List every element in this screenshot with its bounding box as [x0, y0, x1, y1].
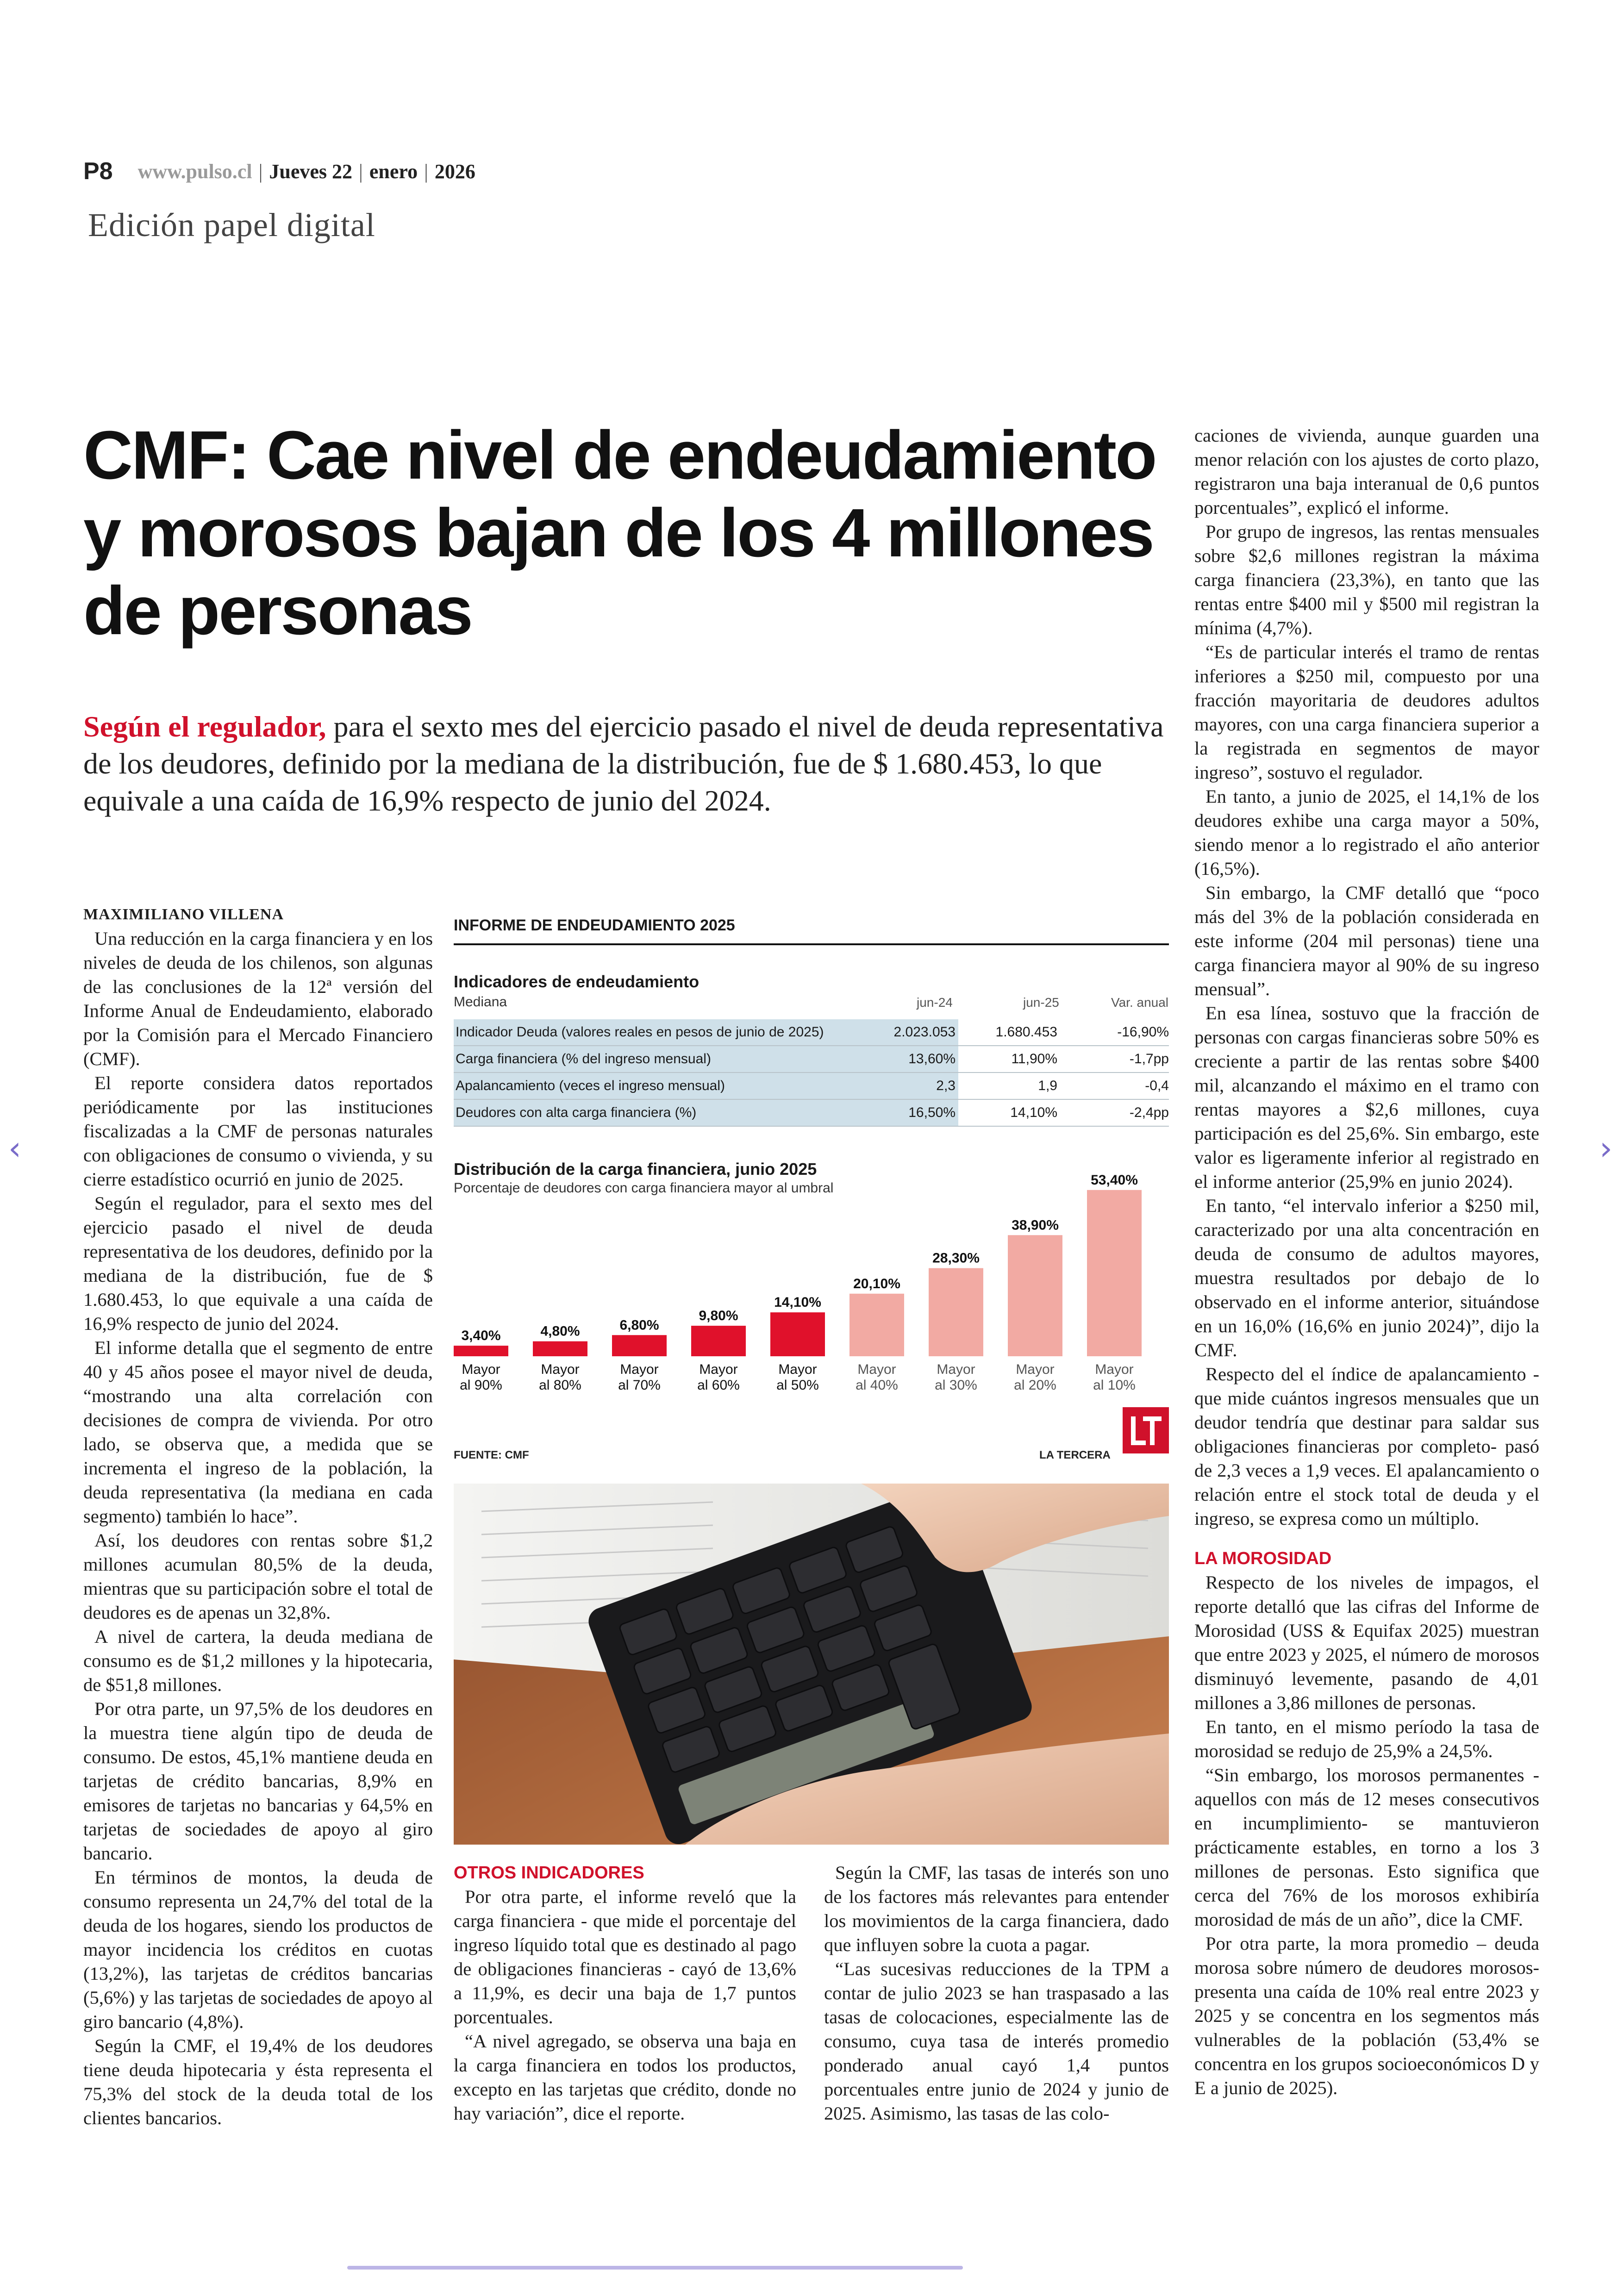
chart-subtitle: Porcentaje de deudores con carga financiera mayor al umbral: [454, 1180, 834, 1196]
article-photo: [454, 1484, 1169, 1845]
table-header-jun24: jun-24: [917, 995, 953, 1010]
paragraph: Según la CMF, el 19,4% de los deudores tiene deuda hipotecaria y ésta representa el 75,3% del stock de la deuda total de los clientes bancarios.: [83, 2035, 433, 2128]
bar: [1087, 1190, 1142, 1356]
paragraph: En tanto, en el mismo período la tasa de morosidad se redujo de 25,9% a 24,5%.: [1194, 1716, 1539, 1761]
brand-name: LA TERCERA: [1039, 1449, 1111, 1461]
bar: [612, 1335, 667, 1356]
row-value-jun25: 14,10%: [1010, 1105, 1057, 1120]
article-column-4: [1194, 424, 1539, 2100]
infographic: [454, 912, 1169, 1474]
row-value-var: -1,7pp: [1129, 1051, 1169, 1066]
date-year: 2026: [434, 160, 475, 183]
source-note: FUENTE: CMF: [454, 1449, 529, 1461]
bar: [929, 1268, 983, 1356]
paragraph: caciones de vivienda, aunque guarden una menor relación con los ajustes de corto plazo, registraron una baja interanual de 0,6 puntos porcentuales”, explicó el informe.: [1194, 425, 1539, 518]
category-label: Mayor al 40%: [856, 1362, 898, 1393]
article-column-3: [824, 1861, 1169, 2126]
paragraph: En tanto, a junio de 2025, el 14,1% de los deudores exhibe una carga mayor a 50%, siendo menor a lo registrado el año anterior (16,5%).: [1194, 786, 1539, 879]
category-label: Mayor al 30%: [935, 1362, 977, 1393]
paragraph: “Las sucesivas reducciones de la TPM a contar de julio 2023 se han traspasado a las tasas de colocaciones, especialmente las de consumo, cuya tasa de interés promedio ponderado anual cayó 1,4 puntos porcentuales entre junio de 2024 y junio de 2025. Asimismo, las tasas de las colo-: [824, 1958, 1169, 2124]
paragraph: “Sin embargo, los morosos permanentes -aquellos con más de 12 meses consecutivos en incumplimiento- se mantuvieron prácticamente estables, en torno a los 3 millones de personas. Esto significa que cerca del 76% de los morosos exhibiría morosidad de más de un año”, dice la CMF.: [1194, 1765, 1539, 1930]
table-row: [454, 1100, 1169, 1127]
calculator-photo: [454, 1484, 1169, 1845]
section-heading-la-morosidad: LA MOROSIDAD: [1194, 1549, 1332, 1568]
table-row: [454, 1073, 1169, 1100]
category-label: Mayor al 60%: [697, 1362, 740, 1393]
paragraph: En tanto, “el intervalo inferior a $250 mil, caracterizado por una alta concentración en deuda de consumo de adultos mayores, muestra resultados por debajo de lo observado en el informe anterior, situándose en un 16,0% (16,6% en junio 2024)”, dijo la CMF.: [1194, 1195, 1539, 1360]
section-heading-otros-indicadores: OTROS INDICADORES: [454, 1863, 644, 1883]
bar-value-label: 14,10%: [774, 1295, 821, 1310]
category-label: Mayor al 20%: [1014, 1362, 1056, 1393]
paragraph: Por otra parte, la mora promedio – deuda morosa sobre número de deudores morosos- presenta una caída de 10% real entre 2023 y 2025 y se concentra en los segmentos más vulnerables de la población (53,4% se concentra en los grupos socioeconómicos D y E a junio de 2025).: [1194, 1933, 1539, 2098]
paragraph: Así, los deudores con rentas sobre $1,2 millones acumulan 80,5% de la deuda, mientras que su participación sobre el total de deudores es de apenas un 32,8%.: [83, 1530, 433, 1623]
row-value-var: -0,4: [1145, 1078, 1169, 1093]
category-label: Mayor al 10%: [1093, 1362, 1136, 1393]
bar-value-label: 4,80%: [540, 1323, 580, 1339]
lead-text: para el sexto mes del ejercicio pasado el nivel de deuda representativa de los deudores, definido por la mediana de la distribución, fue de $ 1.680.453, lo que equivale a una caída de 16,9% respecto de junio del 2024.: [83, 710, 1164, 817]
lead-kicker: Según el regulador,: [83, 710, 326, 743]
article-column-2: [454, 1861, 796, 2126]
category-label: Mayor al 90%: [460, 1362, 502, 1393]
bar-value-label: 53,40%: [1091, 1172, 1138, 1188]
bar-chart: [454, 1153, 1169, 1403]
category-label: Mayor al 80%: [539, 1362, 581, 1393]
table-title: Indicadores de endeudamiento: [454, 972, 700, 991]
row-value-jun24: 2.023.053: [875, 1019, 958, 1045]
row-value-jun25: 11,90%: [1011, 1051, 1057, 1066]
row-value-jun24: 2,3: [875, 1073, 958, 1099]
row-value-var: -16,90%: [1117, 1024, 1169, 1040]
prev-page-arrow[interactable]: ‹: [8, 1129, 21, 1167]
paragraph: El reporte considera datos reportados periódicamente por las instituciones fiscalizadas a la CMF de personas naturales con obligaciones de consumo o vivienda, y su cierre estadístico ocurrió en junio de 2025.: [83, 1073, 433, 1190]
paragraph: En esa línea, sostuvo que la fracción de personas con cargas financieras sobre 50% es creciente a partir de las rentas sobre $400 mil, alcanzando el máximo en el tramo con rentas mayores a $2,6 millones, cuya participación es del 25,6%. Sin embargo, este valor es ligeramente inferior al registrado en el informe anterior (25,9% en junio 2024).: [1194, 1003, 1539, 1192]
paragraph: A nivel de cartera, la deuda mediana de consumo es de $1,2 millones y la hipotecaria, de $51,8 millones.: [83, 1626, 433, 1695]
paragraph: Respecto de los niveles de impagos, el reporte detalló que las cifras del Informe de Morosidad (USS & Equifax 2025) muestran que entre 2023 y 2025, el número de morosos disminuyó levemente, pasando de 4,01 millones a 3,86 millones de personas.: [1194, 1572, 1539, 1713]
paragraph: Por grupo de ingresos, las rentas mensuales sobre $2,6 millones registran la máxima carga financiera (23,3%), en tanto que las rentas entre $400 mil y $500 mil registran la mínima (4,7%).: [1194, 521, 1539, 638]
row-label: Apalancamiento (veces el ingreso mensual): [454, 1073, 875, 1099]
article-column-1: [83, 903, 433, 2130]
horizontal-scrollbar[interactable]: [347, 2266, 963, 2270]
site-url[interactable]: www.pulso.cl: [137, 160, 252, 183]
paragraph: “A nivel agregado, se observa una baja en la carga financiera en todos los productos, excepto en las tarjetas que crédito, donde no hay variación”, dice el reporte.: [454, 2031, 796, 2124]
paragraph: Según la CMF, las tasas de interés son uno de los factores más relevantes para entender los movimientos de la carga financiera, dado que influyen sobre la cuota a pagar.: [824, 1862, 1169, 1955]
bar: [770, 1312, 825, 1356]
bar: [1008, 1235, 1062, 1356]
bar-value-label: 20,10%: [853, 1276, 900, 1291]
infographic-title: INFORME DE ENDEUDAMIENTO 2025: [454, 917, 735, 934]
bar: [454, 1346, 508, 1356]
article-headline: CMF: Cae nivel de endeudamiento y morosos bajan de los 4 millones de personas: [83, 417, 1156, 649]
paragraph: Sin embargo, la CMF detalló que “poco más del 3% de la población considerada en este informe (204 mil personas) tiene una carga financiera mayor al 90% de su ingreso mensual”.: [1194, 882, 1539, 999]
row-value-jun25: 1,9: [1038, 1078, 1057, 1093]
lt-logo-mark: [1123, 1407, 1169, 1453]
page-number: P8: [83, 158, 113, 185]
page-header: P8 www.pulso.cl | Jueves 22 | enero | 2026: [83, 158, 475, 185]
row-value-jun24: 16,50%: [875, 1100, 958, 1126]
chart-title: Distribución de la carga financiera, junio 2025: [454, 1160, 817, 1179]
row-label: Carga financiera (% del ingreso mensual): [454, 1046, 875, 1072]
row-label: Deudores con alta carga financiera (%): [454, 1100, 875, 1126]
row-label: Indicador Deuda (valores reales en pesos de junio de 2025): [454, 1019, 875, 1045]
paragraph: Según el regulador, para el sexto mes del ejercicio pasado el nivel de deuda representativa de los deudores, definido por la mediana de la distribución, fue de $ 1.680.453, lo que equivale a una caída de 16,9% respecto de junio del 2024.: [83, 1193, 433, 1334]
bar-value-label: 3,40%: [461, 1328, 501, 1344]
category-label: Mayor al 70%: [618, 1362, 661, 1393]
row-value-jun24: 13,60%: [875, 1046, 958, 1072]
byline: MAXIMILIANO VILLENA: [83, 906, 284, 923]
bar: [849, 1294, 904, 1356]
paragraph: En términos de montos, la deuda de consumo representa un 24,7% del total de la deuda de los hogares, siendo los productos de mayor incidencia los créditos en cuotas (13,2%), las tarjetas de créditos bancarias (5,6%) y las tarjetas de sociedades de apoyo al giro bancario (4,8%).: [83, 1867, 433, 2032]
row-value-var: -2,4pp: [1129, 1105, 1169, 1120]
bar-value-label: 28,30%: [932, 1250, 980, 1266]
table-header-jun25: jun-25: [1023, 995, 1059, 1010]
edition-label: Edición papel digital: [88, 206, 375, 243]
category-label: Mayor al 50%: [776, 1362, 819, 1393]
paragraph: Una reducción en la carga financiera y en los niveles de deuda de los chilenos, son algunas de las conclusiones de la 12ª versión del Informe Anual de Endeudamiento, elaborado por la Comisión para el Mercado Financiero (CMF).: [83, 928, 433, 1069]
table-header-var: Var. anual: [1111, 995, 1169, 1010]
bar-value-label: 6,80%: [619, 1317, 659, 1333]
la-tercera-logo: [1123, 1407, 1169, 1453]
table-row: [454, 1046, 1169, 1073]
bar: [533, 1341, 587, 1356]
paragraph: Respecto del el índice de apalancamiento - que mide cuántos ingresos mensuales que un deudor tendría que destinar para saldar sus obligaciones financieras por completo- pasó de 2,3 veces a 1,9 veces. El apalancamiento o relación entre el stock total de deuda y el ingreso, se expresa como un múltiplo.: [1194, 1364, 1539, 1529]
infographic-rule: [454, 943, 1169, 945]
table-row: [454, 1019, 1169, 1046]
paragraph: El informe detalla que el segmento de entre 40 y 45 años posee el mayor nivel de deuda, “mostrando una alta correlación con decisiones de compra de vivienda. Por otro lado, se observa que, a medida que se incrementa el ingreso de la población, la deuda representativa (la mediana en cada segmento) también lo hace”.: [83, 1337, 433, 1527]
paragraph: Por otra parte, un 97,5% de los deudores en la muestra tiene algún tipo de deuda de consumo. De estos, 45,1% mantiene deuda en tarjetas de crédito bancarias, 8,9% en emisores de tarjetas no bancarias y 64,5% en tarjetas de sociedades de apoyo al giro bancario.: [83, 1698, 433, 1864]
bar: [691, 1326, 746, 1356]
bar-value-label: 38,90%: [1012, 1217, 1059, 1233]
table-subtitle: Mediana: [454, 994, 507, 1010]
next-page-arrow[interactable]: ›: [1599, 1129, 1612, 1167]
date-month: enero: [369, 160, 418, 183]
paragraph: “Es de particular interés el tramo de rentas inferiores a $250 mil, compuesto por una fracción mayoritaria de deudores adultos mayores, con una carga financiera superior a la registrada en segmentos de mayor ingreso”, sostuvo el regulador.: [1194, 642, 1539, 783]
paragraph: Por otra parte, el informe reveló que la carga financiera - que mide el porcentaje del ingreso líquido total que es destinado al pago de obligaciones financieras - cayó de 13,6% a 11,9%, es decir una baja de 1,7 puntos porcentuales.: [454, 1886, 796, 2027]
date-day: Jueves 22: [269, 160, 353, 183]
row-value-jun25: 1.680.453: [995, 1024, 1057, 1040]
bar-value-label: 9,80%: [699, 1308, 738, 1324]
article-lead: [83, 708, 1176, 819]
